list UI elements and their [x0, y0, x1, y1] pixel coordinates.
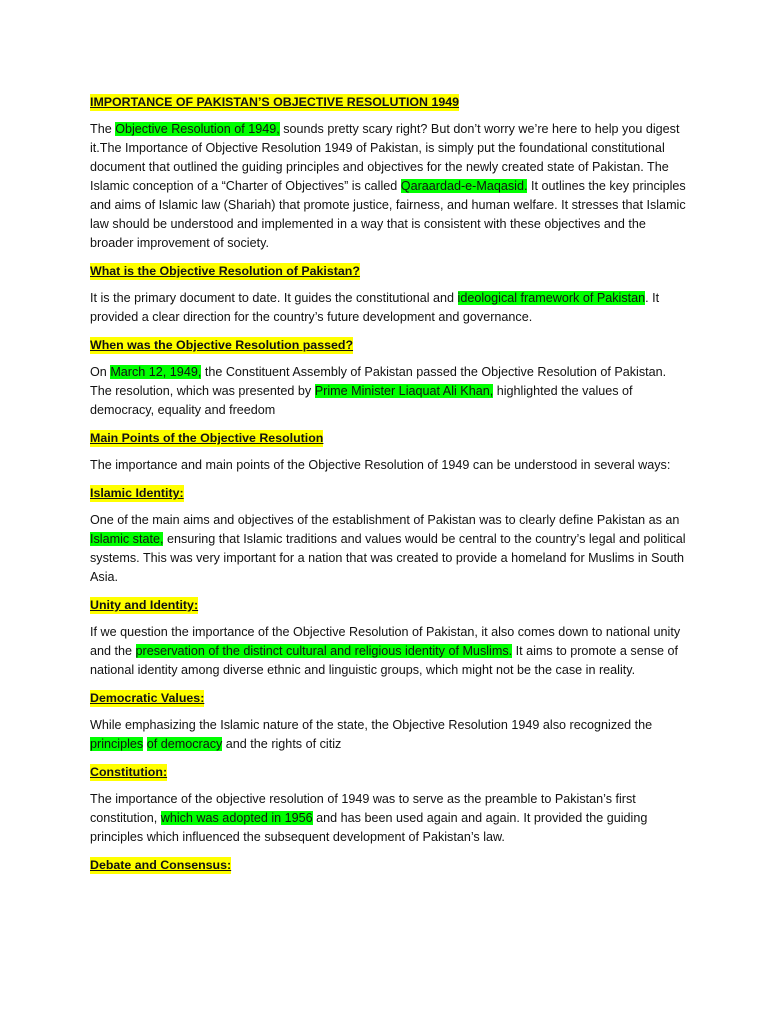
paragraph-democratic-values [90, 716, 688, 754]
text-run: sounds pretty scary right? But don’t worry we’re here to help you digest it.The Importance of Objective Resolution 1949 of Pakistan, is simply put the foundational constitutional document that outlined the guiding principles and objectives for the newly created state of Pakistan. The Islamic conception of a “Charter of Objectives” is called [90, 122, 680, 193]
paragraph-main-points: The importance and main points of the Objective Resolution of 1949 can be understood in several ways: [90, 458, 671, 472]
text-run: It is the primary document to date. It guides the constitutional and [90, 291, 458, 305]
heading-main-points: Main Points of the Objective Resolution [90, 431, 324, 445]
text-run: It aims to promote a sense of national identity among diverse ethnic and linguistic groups, which might not be the case in reality. [90, 644, 679, 677]
highlight-liaquat-ali-khan: Prime Minister Liaquat Ali Khan, [314, 384, 494, 398]
text-run: highlighted the values of democracy, equality and freedom [90, 384, 633, 417]
paragraph-what-is [90, 289, 688, 327]
highlight-principles: principles [90, 737, 144, 751]
text-run: One of the main aims and objectives of the establishment of Pakistan was to clearly define Pakistan as an [90, 513, 680, 527]
heading-democratic-values: Democratic Values: [90, 691, 205, 705]
text-run: On [90, 365, 111, 379]
text-run: While emphasizing the Islamic nature of the state, the Objective Resolution 1949 also recognized the [90, 718, 653, 732]
highlight-cultural-identity: preservation of the distinct cultural and religious identity of Muslims. [135, 644, 513, 658]
text-run: and the rights of citiz [222, 737, 342, 751]
text-run: If we question the importance of the Objective Resolution of Pakistan, it also comes down to national unity and the [90, 625, 681, 658]
highlight-objective-resolution: Objective Resolution of 1949, [115, 122, 280, 136]
paragraph-unity-identity [90, 623, 688, 680]
paragraph-constitution [90, 790, 688, 847]
heading-islamic-identity: Islamic Identity: [90, 486, 184, 500]
paragraph-intro [90, 120, 688, 253]
document-title: IMPORTANCE OF PAKISTAN’S OBJECTIVE RESOLUTION 1949 [90, 95, 460, 109]
text-run: the Constituent Assembly of Pakistan passed the Objective Resolution of Pakistan. The resolution, which was presented by [90, 365, 667, 398]
text-run: ensuring that Islamic traditions and values would be central to the country’s legal and political systems. This was very important for a nation that was created to provide a homeland for Muslims in South Asia. [90, 532, 686, 584]
heading-constitution: Constitution: [90, 765, 168, 779]
highlight-qaraardad: Qaraardad-e-Maqasid. [400, 179, 528, 193]
text-run: and has been used again and again. It provided the guiding principles which influenced the subsequent development of Pakistan’s law. [90, 811, 648, 844]
text-run: . It provided a clear direction for the country’s future development and governance. [90, 291, 660, 324]
highlight-islamic-state: Islamic state, [90, 532, 164, 546]
highlight-adopted-1956: which was adopted in 1956 [160, 811, 313, 825]
text-run: It outlines the key principles and aims of Islamic law (Shariah) that promote justice, fairness, and human welfare. It stresses that Islamic law should be understood and implemented in a way that is consistent with these objectives and the broader improvement of society. [90, 179, 686, 250]
heading-unity-identity: Unity and Identity: [90, 598, 199, 612]
heading-when-passed: When was the Objective Resolution passed? [90, 338, 354, 352]
text-run: The [90, 122, 116, 136]
paragraph-islamic-identity [90, 511, 688, 587]
highlight-of-democracy: of democracy [146, 737, 223, 751]
heading-what-is: What is the Objective Resolution of Pakistan? [90, 264, 360, 278]
highlight-ideological-framework: ideological framework of Pakistan [457, 291, 646, 305]
text-run: The importance of the objective resolution of 1949 was to serve as the preamble to Pakistan’s first constitution, [90, 792, 636, 825]
paragraph-when-passed [90, 363, 688, 420]
heading-debate-consensus: Debate and Consensus: [90, 858, 232, 872]
highlight-date: March 12, 1949, [110, 365, 202, 379]
